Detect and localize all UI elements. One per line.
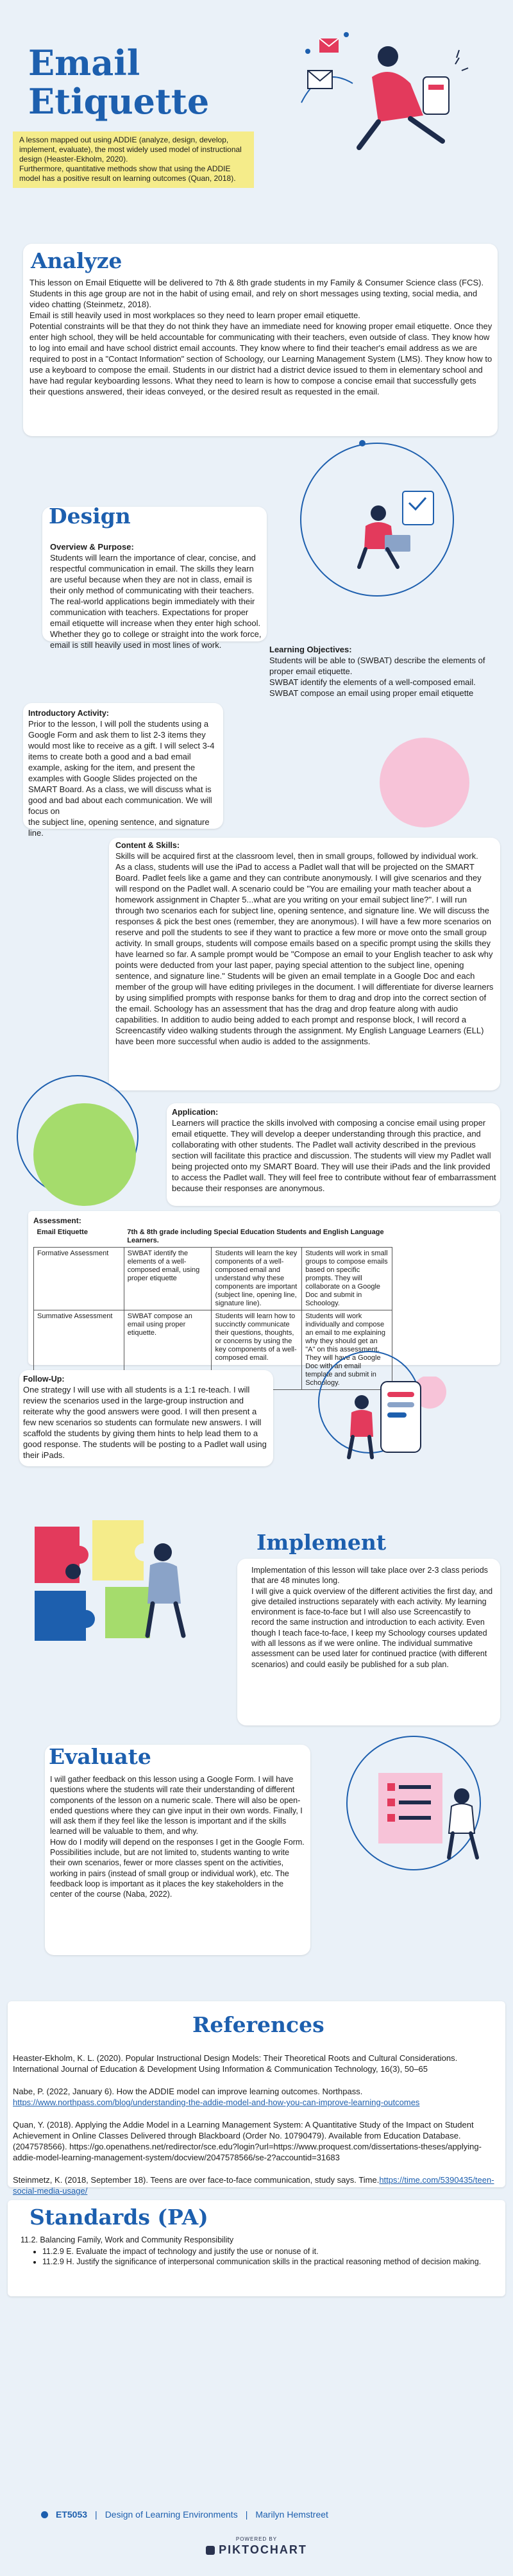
title-line-2: Etiquette bbox=[28, 81, 210, 122]
analyze-title: Analyze bbox=[31, 248, 122, 273]
table-cell: Students will learn how to succinctly communicate their questions, thoughts, or concerns by using the key components of a well-composed email. bbox=[212, 1310, 302, 1390]
content-skills-label: Content & Skills: bbox=[115, 841, 180, 850]
evaluate-text: I will gather feedback on this lesson using a Google Form. I will have questions where the students will rate their understanding of different components of the lesson on a numeric scale. There will also be open-ended questions where they can give input in their own words. Finally, I will ask them if they feel like the lesson is important and if the skills learned will be valuable to them, and why. How do I modify will depend on the responses I get in the Google Form. Possibilities include, but are not limited to, students wanting to write their own scenarios, fewer or more classes spent on the activities, working in pairs (instead of small group or individual work), etc. The feedback loop is important as it places the key stakeholders in the center of the course (Naba, 2022). bbox=[50, 1775, 305, 1899]
table-cell: Summative Assessment bbox=[34, 1310, 124, 1390]
reference-1: Heaster-Ekholm, K. L. (2020). Popular Instructional Design Models: Their Theoretical Roots and Cultural Considerations. International Journal of Education & Development Using Information & Communication Technology, 16(3), 50–65 bbox=[13, 2053, 458, 2074]
standards-heading: 11.2. Balancing Family, Work and Community Responsibility bbox=[21, 2235, 234, 2244]
table-header-cell: 7th & 8th grade including Special Education Students and English Language Learners. bbox=[127, 1228, 384, 1244]
application-section bbox=[172, 1107, 496, 1194]
footer-course-code: ET5053 bbox=[56, 2509, 88, 2520]
followup-label: Follow-Up: bbox=[23, 1375, 65, 1384]
analyze-paragraph-2: Email is still heavily used in most workplaces so they need to learn proper email etiquette. bbox=[29, 310, 360, 320]
application-label: Application: bbox=[172, 1108, 219, 1117]
design-ring-dot bbox=[359, 440, 366, 446]
table-header-cell: Email Etiquette bbox=[37, 1228, 88, 1236]
footer-separator: | bbox=[245, 2509, 248, 2520]
implement-illustration bbox=[15, 1507, 227, 1648]
footer-bar bbox=[0, 2500, 513, 2529]
reference-3: Quan, Y. (2018). Applying the Addie Model in a Learning Management System: A Quantitative Study of the Impact on Student Achievement in Online Classes Delivered through Blackboard (Order No. 10790479). Available from Education Database. (2047578566). https://go.openathens.net/redirector/sce.edu?login?url=https://www.proquest.com/dissertations-theses/applying-addie-model-learning-management-system/docview/2047578566/se-2?accountid=31683 bbox=[13, 2120, 482, 2162]
table-cell: Students will work individually and compose an email to me explaining why they should get an "A" on this assessment. They will have a Google Doc with an email template and submit in Schoology. bbox=[302, 1310, 392, 1390]
table-row bbox=[34, 1248, 392, 1310]
table-cell: Formative Assessment bbox=[34, 1248, 124, 1310]
analyze-text bbox=[29, 277, 494, 397]
intro-box bbox=[13, 131, 254, 188]
analyze-paragraph-1: This lesson on Email Etiquette will be delivered to 7th & 8th grade students in my Family & Consumer Science class (FCS). Students in this age group are not in the habit of using email, and rely on short messages using texting, social media, and video chatting (Steinmetz, 2018). bbox=[29, 278, 484, 309]
implement-text: Implementation of this lesson will take place over 2-3 class periods that are 48 minutes long. I will give a quick overview of the different activities the first day, and give detailed instructions separately with each activity. My learning environment is face-to-face but I will also use Screencastify to record the same instruction and introduction to each activity. Even though I teach face-to-face, I keep my Schoology courses updated with all lessons as if we were online. The individual summative assessment can be used later for continued practice (with different scenarios) and could easily be published for a sub plan. bbox=[251, 1566, 493, 1669]
piktochart-logo bbox=[0, 2543, 513, 2557]
standards-section bbox=[21, 2235, 495, 2267]
analyze-paragraph-3: Potential constraints will be that they do not think they have an immediate need for knowing proper email etiquette. Once they enter high school, they will be held accountable for communicating with their teachers, even outside of class. They know how to log into email and have school district email accounts. They know where to find their teacher's email address as we are required to post in a "Contact Information" section of Schoology, our Learning Management System (LMS). They know how to use a keyboard to compose the email. Students in our district had a district device issued to them in elementary school and have had regular keyboarding lessons. What they need to learn is how to compose a concise email that successfully gets their questions answered, their ideas conveyed, or the desired result as requested in the email. bbox=[29, 321, 492, 396]
overview-text: Students will learn the importance of clear, concise, and respectful communication in email. The skills they learn are useful because when they are not in class, email is their only method of communicating with their teachers. The real-world applications begin immediately with their communication with teachers. Expectations for proper email etiquette will increase when they enter high school. Whether they go to college or straight into the work force, email is still heavily used in most lines of work. bbox=[50, 553, 262, 650]
followup-illustration bbox=[333, 1377, 449, 1460]
table-cell: Students will learn the key components of a well-composed email and understand why these components are important (subject line, opening line, signature line). bbox=[212, 1248, 302, 1310]
design-title: Design bbox=[49, 504, 131, 529]
references-title: References bbox=[192, 2012, 324, 2037]
objectives-label: Learning Objectives: bbox=[269, 645, 352, 654]
evaluate-illustration bbox=[359, 1764, 487, 1860]
application-text: Learners will practice the skills involved with composing a concise email using proper email etiquette. They will develop a deeper understanding through this practice, and collaborating with other students. The Padlet wall activity described in the previous section will facilitate this practice and discussion. The students will view my Padlet wall being projected onto my SMART Board. They will use their iPads and the link provided to access the Padlet wall. They will feel free to contribute without fear of embarrassment because their responses are anonymous. bbox=[172, 1118, 496, 1194]
reference-4-text: Steinmetz, K. (2018, September 18). Teens are over face-to-face communication, study says. Time. bbox=[13, 2175, 380, 2185]
assessment-label: Assessment: bbox=[33, 1216, 81, 1225]
intro-paragraph-2: Furthermore, quantitative methods show that using the ADDIE model has a positive result on learning outcomes (Quan, 2018). bbox=[19, 164, 236, 183]
piktochart-icon bbox=[206, 2546, 215, 2555]
table-row bbox=[34, 1226, 392, 1248]
standards-title: Standards (PA) bbox=[29, 2205, 208, 2230]
title-line-1: Email bbox=[28, 42, 140, 83]
footer-dot-icon bbox=[41, 2511, 48, 2518]
footer-course-name: Design of Learning Environments bbox=[105, 2509, 238, 2520]
footer-author: Marilyn Hemstreet bbox=[255, 2509, 328, 2520]
followup-section bbox=[23, 1374, 269, 1461]
list-item: • 11.2.9 E. Evaluate the impact of technology and justify the use or nonuse of it. bbox=[42, 2246, 495, 2257]
table-cell: SWBAT compose an email using proper etiquette. bbox=[124, 1310, 212, 1390]
intro-activity-text: Prior to the lesson, I will poll the students using a Google Form and ask them to list 2-3 items they would most like to receive as a gift. I will select 3-4 items to create both a good and a bad email example, asking for the item, and present the examples with Google Slides projected on the SMART Board. As a class, we will discuss what is good and bad about each communication. We will focus on the subject line, opening sentence, and signature line. bbox=[28, 719, 215, 838]
green-circle-decoration bbox=[33, 1103, 136, 1206]
list-item: • 11.2.9 H. Justify the significance of interpersonal communication skills in the practical reasoning method of decision making. bbox=[42, 2257, 495, 2267]
table-cell: SWBAT identify the elements of a well-composed email, using proper etiquette bbox=[124, 1248, 212, 1310]
implement-title: Implement bbox=[256, 1530, 387, 1555]
objectives-section bbox=[269, 644, 500, 699]
standards-list bbox=[21, 2246, 495, 2267]
intro-paragraph-1: A lesson mapped out using ADDIE (analyze, design, develop, implement, evaluate), the most widely used model of instructional design (Heaster-Ekholm, 2020). bbox=[19, 135, 242, 164]
evaluate-title: Evaluate bbox=[49, 1744, 151, 1769]
reference-2-text: Nabe, P. (2022, January 6). How the ADDIE model can improve learning outcomes. Northpass. bbox=[13, 2087, 363, 2096]
content-skills-text: Skills will be acquired first at the classroom level, then in small groups, followed by individual work. As a class, students will use the iPad to access a Padlet wall that will be projected on the SMART Board. Padlet feels like a game and they can contribute anonymously. I will give scenarios and they will respond on the Padlet wall. A scenario could be "You are emailing your math teacher about a homework assignment in Chapter 5...what are you writing on your email subject line?". I will run through two scenarios each for subject line, opening sentence, and signature line. We will discuss the responses & pick the best ones (remember, they are anonymous). I will have a few more scenarios on reserve and poll the students to see if they want to practice a few more or move onto the small group activity. In small groups, students will compose emails based on a specific prompt using the skills they have learned so far. A sample prompt would be "Compose an email to your English teacher to ask why points were deducted from your last paper, paying special attention to the subject line, opening sentence, and signature line." Students will be given an email template in a Google Doc and each member of the group will have editing privileges in the document. I will differentiate for diverse learners by using simplified prompts with response banks for them to drag and drop into the correct section of the email. Schoology has an assessment that has the drag and drop feature along with audio capabilities. In addition to audio being added to each prompt and response block, I will record a Screencastify video walking students through the assignment. My English Language Learners (ELL) have been more successful when audio is added to the assignments. bbox=[115, 851, 494, 1047]
content-skills-section bbox=[115, 840, 495, 1047]
intro-activity-section bbox=[28, 708, 221, 838]
powered-by-badge[interactable] bbox=[0, 2536, 513, 2557]
overview-label: Overview & Purpose: bbox=[50, 542, 134, 552]
intro-activity-label: Introductory Activity: bbox=[28, 709, 109, 718]
reference-4 bbox=[13, 2174, 500, 2196]
table-cell: Students will work in small groups to compose emails based on specific prompts. They will collaborate on a Google Doc and submit in Schoology. bbox=[302, 1248, 392, 1310]
design-illustration bbox=[346, 487, 449, 571]
pink-circle-decoration bbox=[380, 738, 469, 827]
reference-4-link[interactable]: https://time.com/5390435/teen-social-media-usage/ bbox=[13, 2175, 494, 2196]
followup-text: One strategy I will use with all students is a 1:1 re-teach. I will review the scenarios used in the large-group instruction and reiterate why the good answers were good. I will then present a few new scenarios so students can formulate new answers. I will scaffold the students by giving them hints to help lead them to a good response. The students will be posting to a Padlet wall using their iPads. bbox=[23, 1385, 267, 1461]
header-illustration bbox=[282, 26, 487, 154]
page-title bbox=[28, 44, 209, 121]
footer-separator: | bbox=[95, 2509, 97, 2520]
overview-section bbox=[50, 541, 262, 650]
references-list bbox=[13, 2053, 500, 2196]
piktochart-brand: PIKTOCHART bbox=[219, 2543, 307, 2556]
objectives-text: Students will be able to (SWBAT) describe the elements of proper email etiquette. SWBAT identify the elements of a well-composed email. SWBAT compose an email using proper email etiquette bbox=[269, 656, 485, 698]
powered-by-label: POWERED BY bbox=[235, 2536, 278, 2542]
reference-2-link[interactable]: https://www.northpass.com/blog/understanding-the-addie-model-and-how-you-can-improve-learning-outcomes bbox=[13, 2097, 420, 2107]
reference-2 bbox=[13, 2086, 500, 2108]
